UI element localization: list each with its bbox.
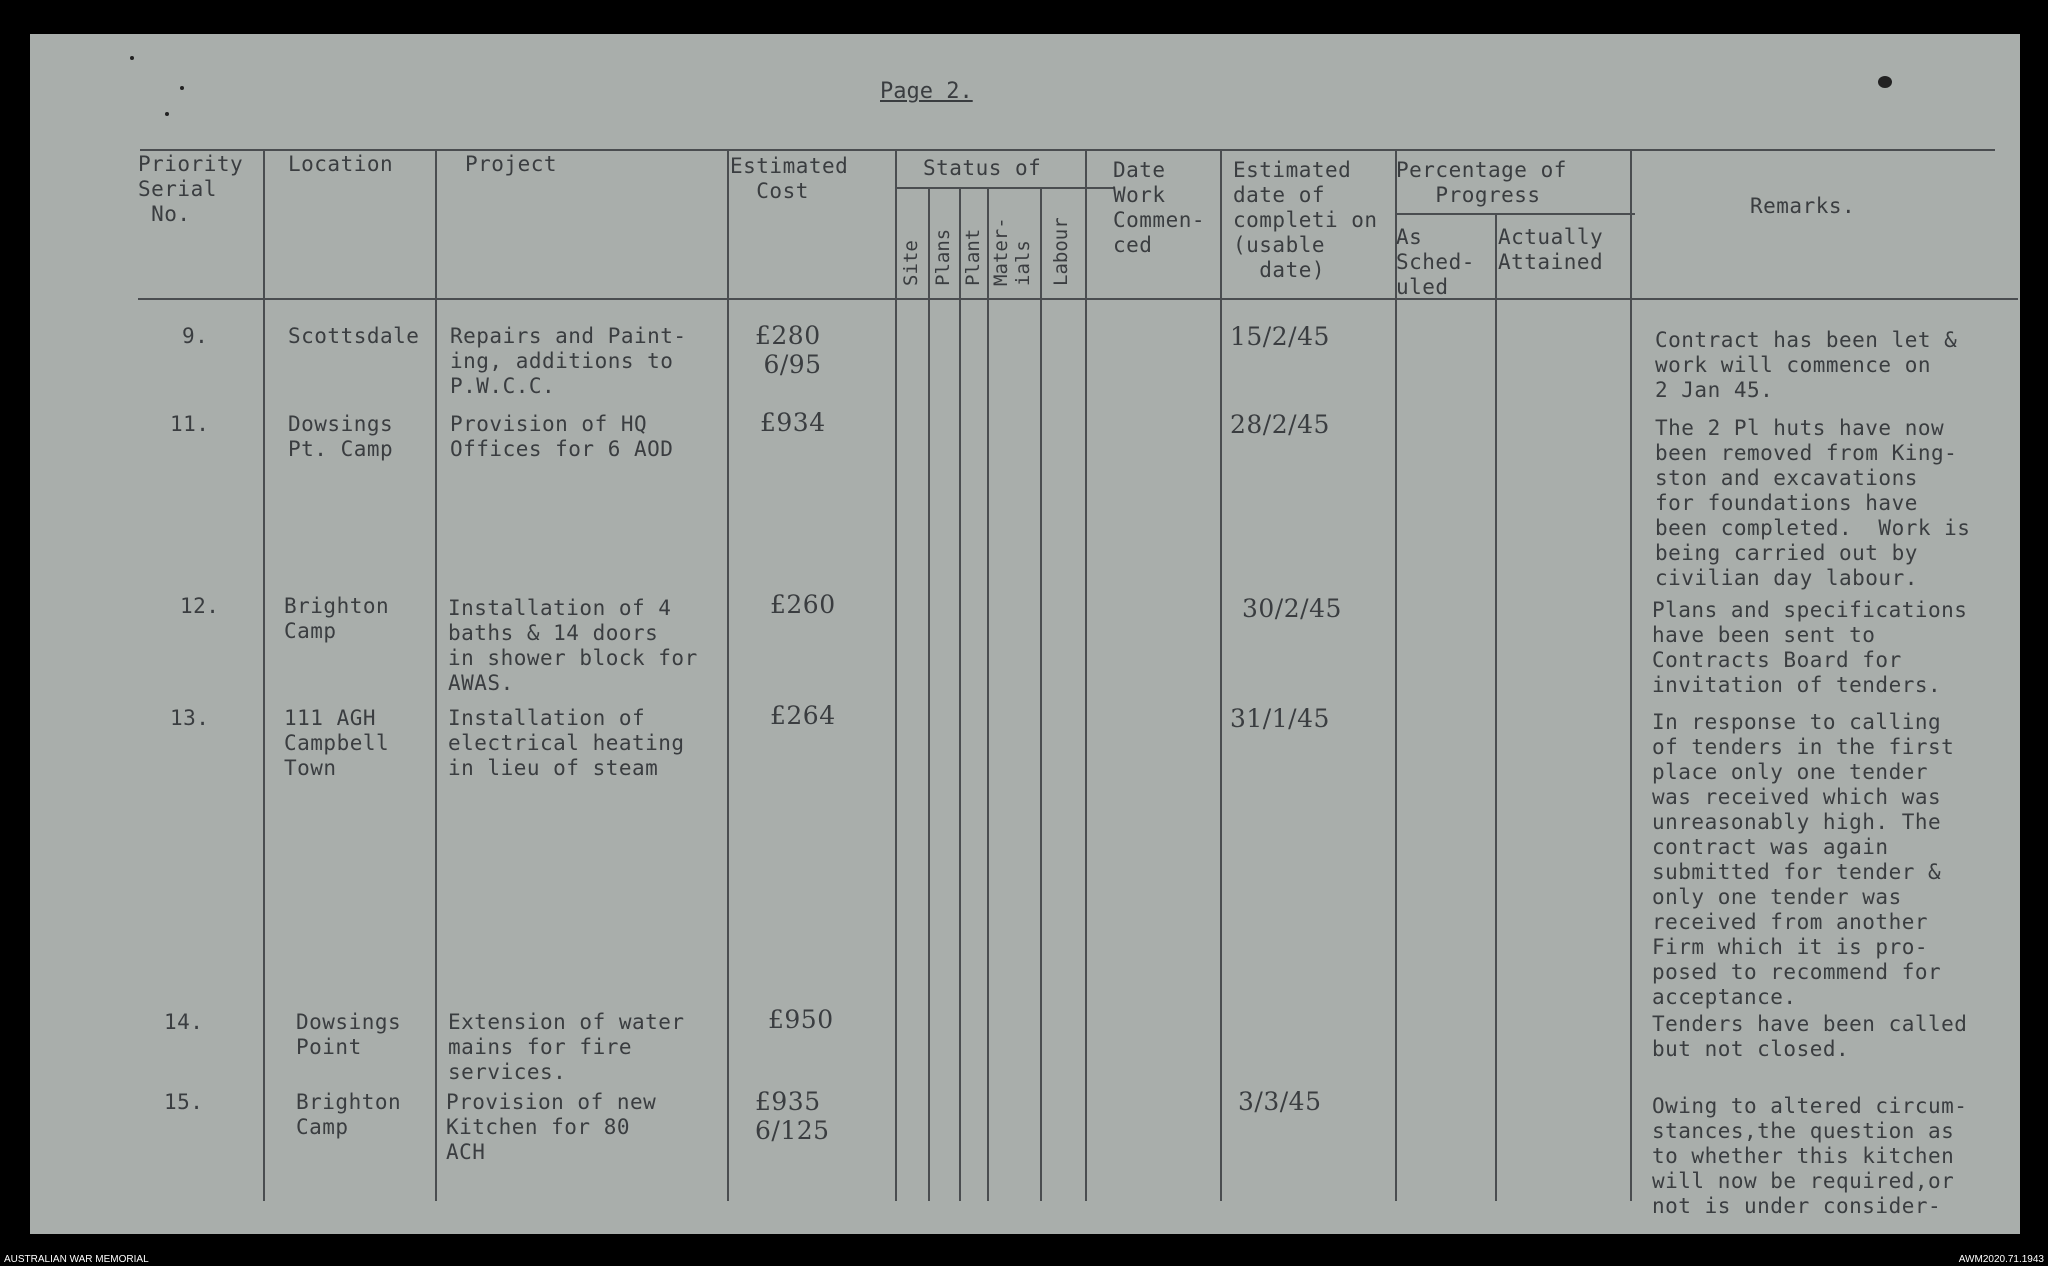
row-cost: £950 <box>768 1005 834 1034</box>
paper-mark <box>180 86 184 90</box>
row-serial: 11. <box>170 412 210 436</box>
col-divider <box>895 149 897 1201</box>
row-remarks: Owing to altered circum- stances,the question as to whether this kitchen will now be required,or not is under consider- <box>1652 1094 1968 1218</box>
header-location: Location <box>288 152 394 176</box>
row-remarks: The 2 Pl huts have now been removed from King- ston and excavations for foundations have been completed. Work is being carried out by civilian day labour. <box>1655 416 1971 590</box>
row-completion: 3/3/45 <box>1238 1087 1322 1116</box>
header-priority: Priority Serial No. <box>138 152 244 226</box>
col-divider <box>959 187 961 1201</box>
row-serial: 9. <box>182 324 209 348</box>
row-cost: £264 <box>770 701 836 730</box>
header-completion: Estimated date of completi on (usable date) <box>1233 158 1378 282</box>
header-bottom-rule <box>138 298 2018 300</box>
header-cost: Estimated Cost <box>730 154 849 203</box>
header-remarks: Remarks. <box>1750 194 1856 218</box>
header-materials: Mater- ials <box>990 217 1034 286</box>
header-site: Site <box>900 240 922 286</box>
row-cost: £280 6/95 <box>755 321 822 379</box>
row-remarks: Tenders have been called but not closed. <box>1652 1012 1968 1061</box>
row-completion: 15/2/45 <box>1230 322 1330 351</box>
header-percentage: Percentage of Progress <box>1396 158 1567 207</box>
row-location: 111 AGH Campbell Town <box>284 706 390 780</box>
header-plant: Plant <box>962 228 984 286</box>
row-serial: 13. <box>170 706 210 730</box>
col-divider <box>928 187 930 1201</box>
footer-left: AUSTRALIAN WAR MEMORIAL <box>4 1254 149 1265</box>
header-date-commenced: Date Work Commen- ced <box>1113 158 1206 257</box>
row-project: Repairs and Paint- ing, additions to P.W.C.C. <box>450 324 687 398</box>
row-cost: £260 <box>770 590 836 619</box>
col-divider <box>1495 213 1497 1201</box>
header-project: Project <box>465 152 558 176</box>
col-divider <box>727 149 729 1201</box>
col-divider <box>1220 149 1222 1201</box>
row-serial: 12. <box>180 594 220 618</box>
header-labour: Labour <box>1050 217 1072 286</box>
row-project: Extension of water mains for fire services. <box>448 1010 685 1084</box>
row-location: Brighton Camp <box>284 594 390 643</box>
row-cost: £935 6/125 <box>755 1087 830 1145</box>
row-remarks: Contract has been let & work will commence on 2 Jan 45. <box>1655 328 1958 402</box>
row-project: Provision of HQ Offices for 6 AOD <box>450 412 674 461</box>
row-project: Installation of 4 baths & 14 doors in shower block for AWAS. <box>448 596 698 695</box>
row-location: Scottsdale <box>288 324 420 348</box>
col-divider <box>263 149 265 1201</box>
header-status: Status of <box>923 156 1042 180</box>
document-sheet <box>30 34 2020 1234</box>
paper-mark <box>130 56 134 60</box>
row-location: Brighton Camp <box>296 1090 402 1139</box>
row-serial: 14. <box>164 1010 204 1034</box>
row-location: Dowsings Point <box>296 1010 402 1059</box>
header-as-scheduled: As Sched- uled <box>1396 225 1475 299</box>
row-serial: 15. <box>164 1090 204 1114</box>
row-completion: 31/1/45 <box>1230 704 1330 733</box>
paper-mark <box>165 112 169 116</box>
table-top-rule <box>140 149 1995 151</box>
row-project: Installation of electrical heating in lieu of steam <box>448 706 685 780</box>
col-divider <box>1085 149 1087 1201</box>
page-title: Page 2. <box>880 79 973 104</box>
row-remarks: In response to calling of tenders in the first place only one tender was received which was unreasonably high. The contract was again submitted for tender & only one tender was received from another Firm which it is pro- posed to recommend for acceptance. <box>1652 710 1955 1009</box>
row-location: Dowsings Pt. Camp <box>288 412 394 461</box>
row-remarks: Plans and specifications have been sent to Contracts Board for invitation of tenders. <box>1652 598 1968 697</box>
row-project: Provision of new Kitchen for 80 ACH <box>446 1090 657 1164</box>
row-cost: £934 <box>760 408 826 437</box>
col-divider <box>1395 149 1397 1201</box>
paper-mark <box>1878 76 1892 88</box>
row-completion: 30/2/45 <box>1242 594 1342 623</box>
col-divider <box>987 187 989 1201</box>
col-divider <box>1040 187 1042 1201</box>
header-actually-attained: Actually Attained <box>1498 225 1604 274</box>
header-plans: Plans <box>932 228 954 286</box>
percentage-sub-rule <box>1395 213 1635 215</box>
col-divider <box>435 149 437 1201</box>
row-completion: 28/2/45 <box>1230 410 1330 439</box>
col-divider <box>1630 149 1632 1201</box>
footer-right: AWM2020.71.1943 <box>1958 1254 2044 1265</box>
